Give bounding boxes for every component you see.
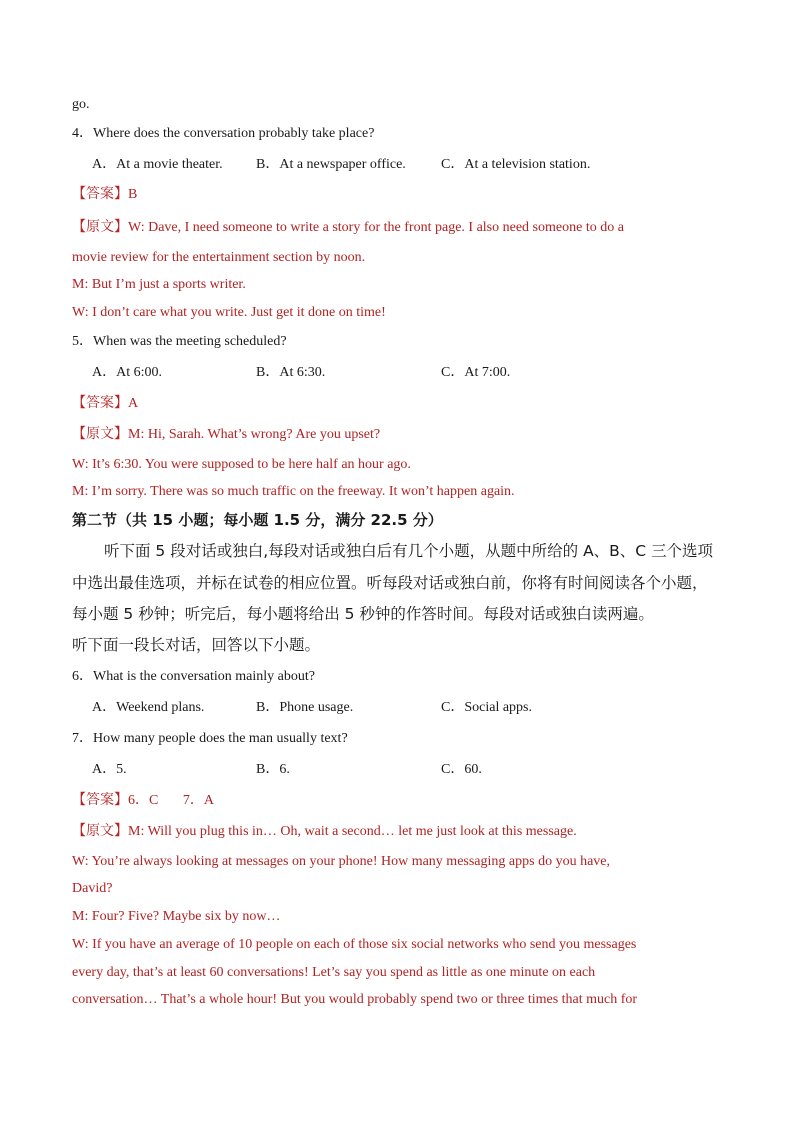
transcript-4-line-4: W: I don’t care what you write. Just get it done on time!: [72, 305, 386, 320]
transcript-67-line-2: W: You’re always looking at messages on your phone! How many messaging apps do you have,: [72, 854, 611, 869]
question-5: 5．When was the meeting scheduled?: [72, 334, 287, 349]
answer-6-7: [72, 792, 722, 810]
section-2-title: 第二节（共 15 小题；每小题 1.5 分，满分 22.5 分）: [72, 511, 443, 529]
transcript-text: M: Will you plug this in… Oh, wait a second… let me just look at this message.: [128, 824, 577, 839]
q7-option-b: B．6.: [256, 762, 290, 777]
instructions-line-1: 听下面 5 段对话或独白,每段对话或独白后有几个小题，从题中所给的 A、B、C 三个选项: [104, 542, 714, 560]
q6-option-a: A．Weekend plans.: [92, 700, 205, 715]
answer-value: B: [128, 187, 138, 202]
answer-label: 【答案】: [72, 187, 128, 202]
transcript-4-line-1: [72, 219, 722, 237]
q4-option-b: B．At a newspaper office.: [256, 157, 406, 172]
transcript-67-line-1: [72, 823, 722, 841]
transcript-67-line-6: every day, that’s at least 60 conversations! Let’s say you spend as little as one minute on each: [72, 965, 596, 980]
transcript-5-line-1: [72, 426, 722, 444]
transcript-4-line-3: M: But I’m just a sports writer.: [72, 277, 246, 292]
transcript-text: W: Dave, I need someone to write a story for the front page. I also need someone to do a: [128, 220, 624, 235]
transcript-label: 【原文】: [72, 220, 128, 235]
answer-value: 6．C 7．A: [128, 793, 214, 808]
transcript-5-line-3: M: I’m sorry. There was so much traffic on the freeway. It won’t happen again.: [72, 484, 515, 499]
answer-label: 【答案】: [72, 793, 128, 808]
q4-option-c: C．At a television station.: [441, 157, 591, 172]
question-4: 4．Where does the conversation probably take place?: [72, 126, 375, 141]
transcript-label: 【原文】: [72, 824, 128, 839]
transcript-67-line-5: W: If you have an average of 10 people on each of those six social networks who send you messages: [72, 937, 637, 952]
transcript-label: 【原文】: [72, 427, 128, 442]
transcript-5-line-2: W: It’s 6:30. You were supposed to be here half an hour ago.: [72, 457, 411, 472]
q5-option-b: B．At 6:30.: [256, 365, 326, 380]
answer-4: [72, 186, 722, 204]
transcript-4-line-2: movie review for the entertainment section by noon.: [72, 250, 366, 265]
transcript-67-line-4: M: Four? Five? Maybe six by now…: [72, 909, 281, 924]
q6-option-c: C．Social apps.: [441, 700, 532, 715]
question-7: 7．How many people does the man usually text?: [72, 731, 348, 746]
transcript-text: M: Hi, Sarah. What’s wrong? Are you upset?: [128, 427, 381, 442]
instructions-line-3: 每小题 5 秒钟；听完后，每小题将给出 5 秒钟的作答时间。每段对话或独白读两遍。: [72, 605, 654, 623]
answer-label: 【答案】: [72, 396, 128, 411]
q5-option-a: A．At 6:00.: [92, 365, 162, 380]
q7-option-a: A．5.: [92, 762, 127, 777]
instructions-line-2: 中选出最佳选项，并标在试卷的相应位置。听每段对话或独白前，你将有时间阅读各个小题，: [72, 574, 708, 592]
transcript-67-line-7: conversation… That’s a whole hour! But you would probably spend two or three times that much for: [72, 992, 638, 1007]
q5-option-c: C．At 7:00.: [441, 365, 511, 380]
answer-5: [72, 395, 722, 413]
q7-option-c: C．60.: [441, 762, 482, 777]
instructions-line-4: 听下面一段长对话，回答以下小题。: [72, 636, 321, 654]
q4-option-a: A．At a movie theater.: [92, 157, 223, 172]
question-6: 6．What is the conversation mainly about?: [72, 669, 315, 684]
text-line: go.: [72, 97, 90, 112]
answer-value: A: [128, 396, 139, 411]
transcript-67-line-3: David?: [72, 881, 113, 896]
q6-option-b: B．Phone usage.: [256, 700, 354, 715]
